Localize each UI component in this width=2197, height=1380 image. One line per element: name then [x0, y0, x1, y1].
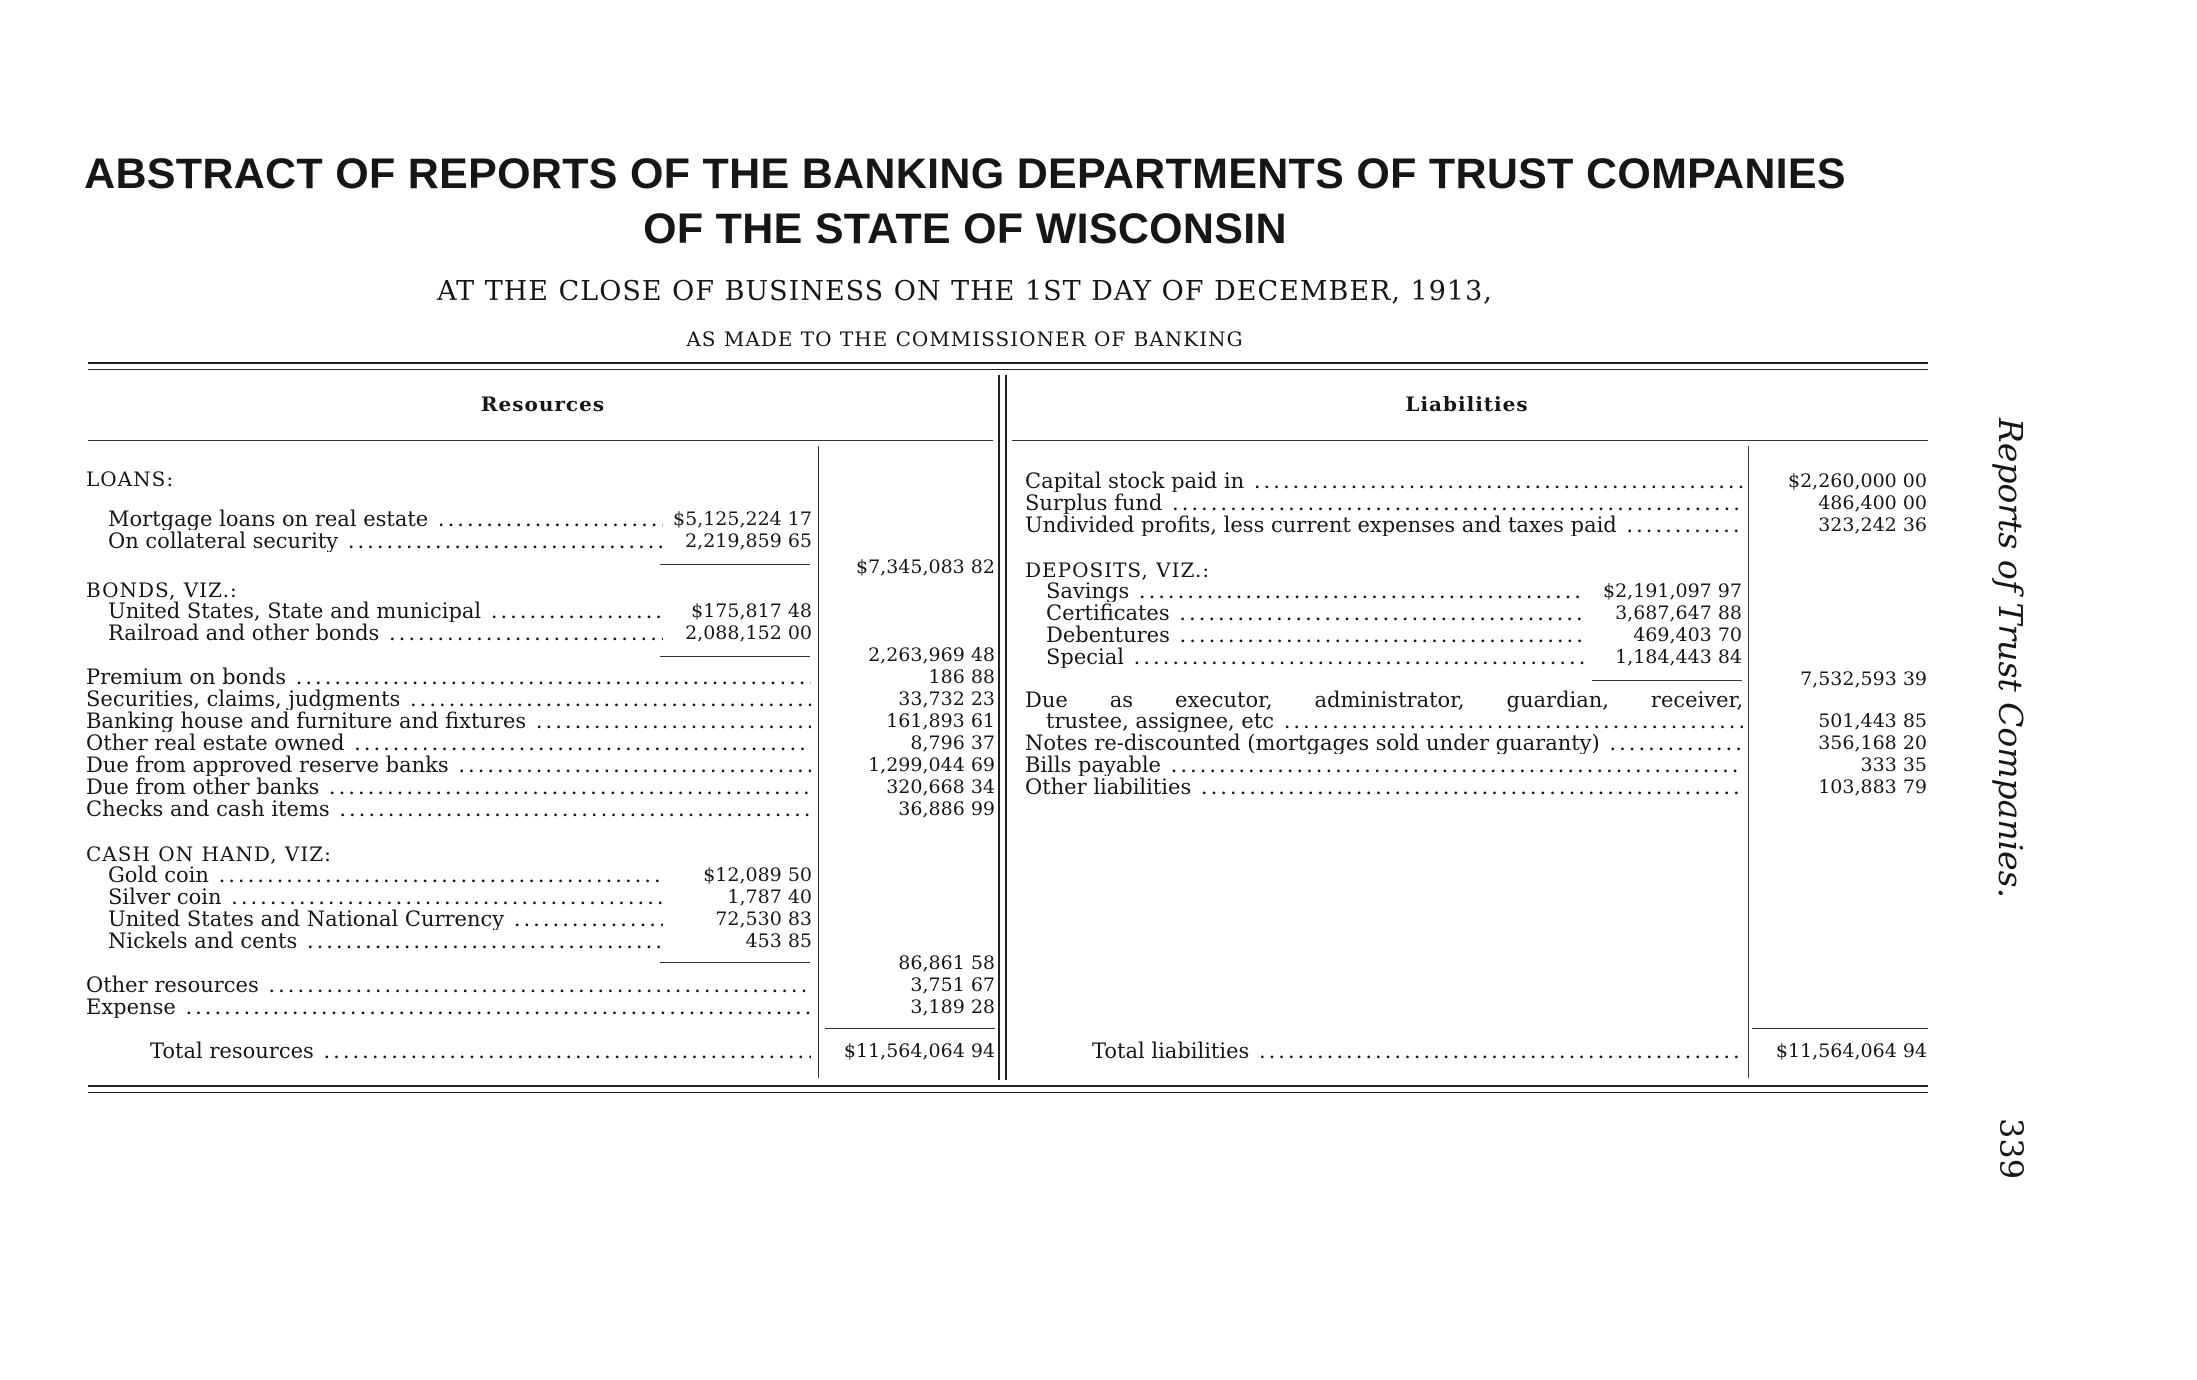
resource-row — [0, 798, 1000, 820]
page-title-line-1: ABSTRACT OF REPORTS OF THE BANKING DEPARTMENTS OF TRUST COMPANIES — [84, 150, 1846, 198]
cash-on-hand-heading: CASH ON HAND, VIZ: — [86, 842, 332, 866]
resource-row — [0, 974, 1000, 996]
resource-row — [0, 996, 1000, 1018]
loan-label: Mortgage loans on real estate ..... — [108, 508, 663, 530]
bond-amount: $175,817 48 — [691, 600, 812, 622]
deposit-row — [0, 580, 1930, 602]
resource-amount: 3,751 67 — [910, 974, 995, 996]
cash-row — [0, 886, 1000, 908]
resources-total-rule — [825, 1028, 995, 1029]
liability-label: Surplus fund ..... — [1025, 492, 1743, 514]
resource-amount: 1,299,044 69 — [868, 754, 995, 776]
resource-amount: 36,886 99 — [898, 798, 995, 820]
executor-line-1: Due as executor, administrator, guardian, receiver, — [1025, 688, 1743, 712]
deposit-amount: 3,687,647 88 — [1615, 602, 1742, 624]
cash-amount: 453 85 — [745, 930, 812, 952]
loans-total: $7,345,083 82 — [855, 556, 995, 578]
deposit-label: Special ..... — [1046, 646, 1586, 668]
page-number: 339 — [1992, 1118, 2030, 1180]
cash-total-row — [0, 952, 1000, 974]
table-bottom-rule — [88, 1085, 1928, 1087]
deposit-row — [0, 646, 1930, 668]
cash-label: Silver coin ..... — [108, 886, 663, 908]
deposit-row — [0, 602, 1930, 624]
resource-amount: 186 88 — [928, 666, 995, 688]
resource-label: Other real estate owned ..... — [86, 732, 811, 754]
report-recipient-subtitle: AS MADE TO THE COMMISSIONER OF BANKING — [686, 327, 1244, 351]
bond-label: Railroad and other bonds ..... — [108, 622, 663, 644]
cash-row — [0, 930, 1000, 952]
resource-label: Expense ..... — [86, 996, 811, 1018]
cash-amount: 72,530 83 — [715, 908, 812, 930]
deposit-row — [0, 624, 1930, 646]
liability-label: Other liabilities ..... — [1025, 776, 1743, 798]
cash-amount: $12,089 50 — [703, 864, 812, 886]
liability-row — [0, 710, 1930, 732]
bonds-total: 2,263,969 48 — [868, 644, 995, 666]
total-liabilities-label: Total liabilities ..... — [1092, 1040, 1743, 1062]
resources-heading: Resources — [480, 392, 606, 416]
bond-amount: 2,088,152 00 — [685, 622, 812, 644]
resource-label: Checks and cash items ..... — [86, 798, 811, 820]
cash-label: United States and National Currency ..... — [108, 908, 663, 930]
liabilities-total-rule — [1752, 1028, 1928, 1029]
table-top-rule-thin — [88, 369, 1928, 370]
deposit-label: Debentures ..... — [1046, 624, 1586, 646]
deposit-amount: 1,184,443 84 — [1615, 646, 1742, 668]
liability-row — [0, 470, 1930, 492]
resource-label: Other resources ..... — [86, 974, 811, 996]
liabilities-heading: Liabilities — [1405, 392, 1529, 416]
loans-heading: LOANS: — [86, 467, 175, 491]
resource-label: Securities, claims, judgments ..... — [86, 688, 811, 710]
liability-label: Notes re-discounted (mortgages sold under guaranty) ..... — [1025, 732, 1743, 754]
loan-label: On collateral security ..... — [108, 530, 663, 552]
total-resources-label: Total resources ..... — [150, 1040, 811, 1062]
cash-total: 86,861 58 — [898, 952, 995, 974]
liability-row — [0, 492, 1930, 514]
resource-amount: 33,732 23 — [898, 688, 995, 710]
resource-label: Due from other banks ..... — [86, 776, 811, 798]
liability-amount: 501,443 85 — [1818, 710, 1927, 732]
liabilities-heading-rule — [1012, 440, 1928, 441]
liability-label: Capital stock paid in ..... — [1025, 470, 1743, 492]
liability-row — [0, 776, 1930, 798]
loan-amount: 2,219,859 65 — [685, 530, 812, 552]
resource-label: Due from approved reserve banks ..... — [86, 754, 811, 776]
deposits-total: 7,532,593 39 — [1800, 668, 1927, 690]
deposit-amount: 469,403 70 — [1633, 624, 1742, 646]
total-liabilities-amount: $11,564,064 94 — [1775, 1040, 1927, 1062]
cash-label: Gold coin ..... — [108, 864, 663, 886]
resource-amount: 161,893 61 — [886, 710, 995, 732]
bonds-heading: BONDS, VIZ.: — [86, 578, 238, 602]
page-title-line-2: OF THE STATE OF WISCONSIN — [643, 205, 1287, 253]
executor-line-2: trustee, assignee, etc ..... — [1046, 710, 1743, 732]
liability-amount: $2,260,000 00 — [1787, 470, 1927, 492]
report-date-subtitle: AT THE CLOSE OF BUSINESS ON THE 1ST DAY OF DECEMBER, 1913, — [437, 276, 1493, 307]
loan-amount: $5,125,224 17 — [672, 508, 812, 530]
liability-amount: 103,883 79 — [1818, 776, 1927, 798]
cash-amount: 1,787 40 — [727, 886, 812, 908]
loans-total-row — [0, 556, 1000, 578]
liability-amount: 333 35 — [1860, 754, 1927, 776]
cash-row — [0, 864, 1000, 886]
cash-row — [0, 908, 1000, 930]
liability-amount: 486,400 00 — [1818, 492, 1927, 514]
running-head: Reports of Trust Companies. — [1991, 418, 2030, 899]
deposit-amount: $2,191,097 97 — [1602, 580, 1742, 602]
liability-row — [0, 732, 1930, 754]
bond-label: United States, State and municipal ..... — [108, 600, 663, 622]
deposit-label: Savings ..... — [1046, 580, 1586, 602]
liability-row — [0, 754, 1930, 776]
liability-amount: 323,242 36 — [1818, 514, 1927, 536]
resources-heading-rule — [88, 440, 993, 441]
total-resources-amount: $11,564,064 94 — [843, 1040, 995, 1062]
resource-label: Banking house and furniture and fixtures ..... — [86, 710, 811, 732]
table-top-rule — [88, 362, 1928, 364]
deposits-total-row — [0, 668, 1930, 690]
liability-label: Bills payable ..... — [1025, 754, 1743, 776]
liability-row — [0, 514, 1930, 536]
resource-amount: 320,668 34 — [886, 776, 995, 798]
table-bottom-rule-thin — [88, 1092, 1928, 1093]
cash-label: Nickels and cents ..... — [108, 930, 663, 952]
resource-label: Premium on bonds ..... — [86, 666, 811, 688]
liability-amount: 356,168 20 — [1818, 732, 1927, 754]
liability-label: Undivided profits, less current expenses and taxes paid ..... — [1025, 514, 1743, 536]
deposits-heading: DEPOSITS, VIZ.: — [1025, 558, 1211, 582]
total-liabilities-row — [0, 1040, 1930, 1062]
deposit-label: Certificates ..... — [1046, 602, 1586, 624]
resource-amount: 3,189 28 — [910, 996, 995, 1018]
resource-row — [0, 688, 1000, 710]
resource-amount: 8,796 37 — [910, 732, 995, 754]
